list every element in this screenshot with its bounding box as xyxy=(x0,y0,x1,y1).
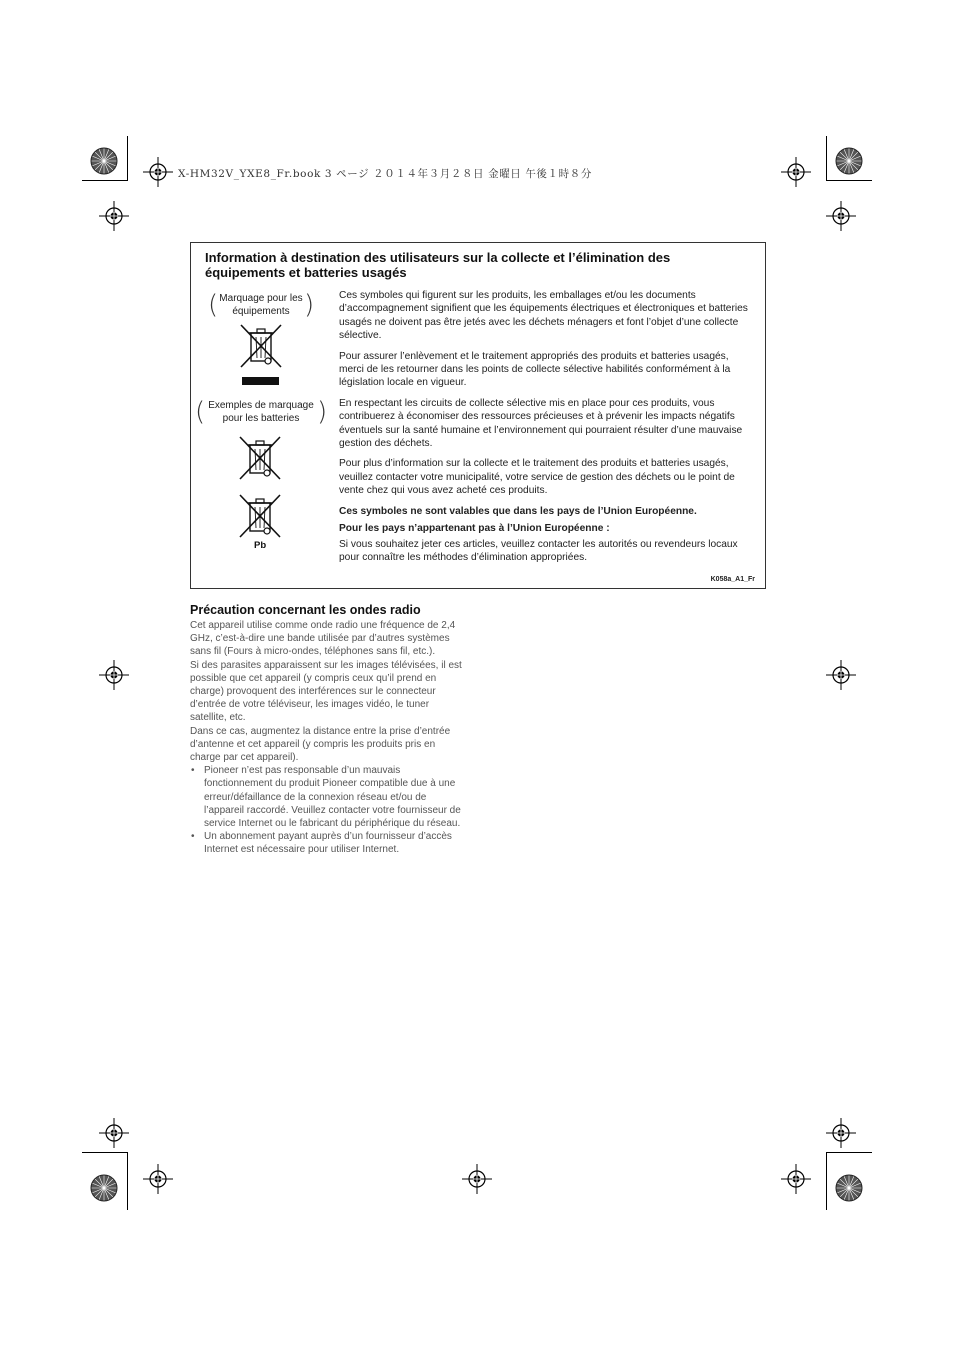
document-code: K058a_A1_Fr xyxy=(710,576,755,583)
color-target-icon xyxy=(834,1173,864,1203)
registration-mark-icon xyxy=(143,1164,173,1194)
color-target-icon xyxy=(834,146,864,176)
radio-section-body xyxy=(190,619,466,857)
crop-line xyxy=(127,136,128,181)
left-paren: ( xyxy=(208,290,219,320)
print-header-line: X-HM32V_YXE8_Fr.book 3 ページ ２０１４年３月２８日 金曜日 午後１時８分 xyxy=(178,168,592,180)
registration-mark-icon xyxy=(826,201,856,231)
caption-equipment: Marquage pour les équipements xyxy=(219,293,303,317)
color-target-icon xyxy=(89,146,119,176)
info-paragraph: En respectant les circuits de collecte sélective mis en place pour ces produits, vous contribuerez à économiser des ressources précieuses et à prévenir les impacts négatifs éventuels sur la santé humaine et l’environnement qui pourraient résulter d’une mauvaise gestion des déchets. xyxy=(339,397,743,450)
pb-label: Pb xyxy=(254,540,267,551)
left-paren: ( xyxy=(195,397,206,427)
registration-mark-icon xyxy=(143,157,173,187)
list-item xyxy=(190,830,466,856)
registration-mark-icon xyxy=(826,1118,856,1148)
crossed-bin-battery-icon xyxy=(236,433,284,483)
crossed-bin-icon xyxy=(237,321,285,371)
crop-line xyxy=(82,180,128,181)
radio-paragraph: Si des parasites apparaissent sur les images télévisées, il est possible que cet appareil (y compris ceux qu’il prend en charge) provoquent des interférences sur le connecteur d’entrée de votre téléviseur, les images vidéo, le tuner satellite, etc. xyxy=(190,659,462,724)
registration-mark-icon xyxy=(781,157,811,187)
info-paragraph: Ces symboles qui figurent sur les produits, les emballages et/ou les documents d’accompagnement signifient que les équipements électriques et électroniques et batteries usagés ne doivent pas être jetés avec les déchets ménagers et font l’objet d’une collecte sélective. xyxy=(339,290,748,342)
eu-validity-note: Ces symboles ne sont valables que dans les pays de l’Union Européenne. xyxy=(339,505,697,517)
non-eu-paragraph: Si vous souhaitez jeter ces articles, veuillez contacter les autorités ou revendeurs locaux pour connaître les méthodes d’élimination appropriées. xyxy=(339,538,738,563)
non-eu-heading: Pour les pays n’appartenant pas à l’Union Européenne : xyxy=(339,523,610,535)
info-text-column xyxy=(339,289,751,571)
registration-mark-icon xyxy=(99,201,129,231)
list-item xyxy=(190,764,466,830)
crop-line xyxy=(82,1152,128,1153)
info-paragraph: Pour plus d’information sur la collecte et le traitement des produits et batteries usagés, veuillez contacter votre municipalité, votre service de gestion des déchets ou le point de vente chez qui vous avez acheté ces produits. xyxy=(339,458,735,497)
crop-line xyxy=(826,1152,872,1153)
bullet-text: Pioneer n’est pas responsable d’un mauvais fonctionnement du produit Pioneer compatible due à une erreur/défaillance de la connexion réseau et/ou de l’appareil raccordé. Veuillez contacter votre fournisseur de service Internet ou le fabricant du périphérique du réseau. xyxy=(204,765,461,830)
radio-section-title: Précaution concernant les ondes radio xyxy=(190,603,421,617)
right-paren: ) xyxy=(304,290,315,320)
black-bar xyxy=(242,377,279,385)
caption-batteries: Exemples de marquage pour les batteries xyxy=(208,400,314,424)
registration-mark-icon xyxy=(826,660,856,690)
bullet-icon: • xyxy=(191,765,195,777)
crop-line xyxy=(826,1152,827,1210)
radio-paragraph: Dans ce cas, augmentez la distance entre la prise d’entrée d’antenne et cet appareil (y compris les produits pris en charge par cet appareil). xyxy=(190,725,451,764)
bullet-icon: • xyxy=(191,831,195,843)
bullet-text: Un abonnement payant auprès d’un fournisseur d’accès Internet est nécessaire pour utiliser Internet. xyxy=(204,831,452,856)
registration-mark-icon xyxy=(99,1118,129,1148)
radio-paragraph: Cet appareil utilise comme onde radio une fréquence de 2,4 GHz, c’est-à-dire une bande utilisée par d’autres systèmes sans fil (Fours à micro-ondes, téléphones sans fil, etc.). xyxy=(190,620,456,658)
right-paren: ) xyxy=(317,397,328,427)
crossed-bin-pb-icon xyxy=(236,491,284,541)
radio-bullet-list xyxy=(190,764,466,856)
color-target-icon xyxy=(89,1173,119,1203)
crop-line xyxy=(127,1152,128,1210)
crop-line xyxy=(826,136,827,181)
registration-mark-icon xyxy=(462,1164,492,1194)
info-box-title: Information à destination des utilisateurs sur la collecte et l’élimination des équipements et batteries usagés xyxy=(205,250,671,280)
crop-line xyxy=(826,180,872,181)
weee-info-box xyxy=(190,242,766,589)
registration-mark-icon xyxy=(99,660,129,690)
info-paragraph: Pour assurer l’enlèvement et le traitement appropriés des produits et batteries usagés, merci de les retourner dans les points de collecte sélective habilités conformément à la législation locale en vigueur. xyxy=(339,350,731,389)
registration-mark-icon xyxy=(781,1164,811,1194)
